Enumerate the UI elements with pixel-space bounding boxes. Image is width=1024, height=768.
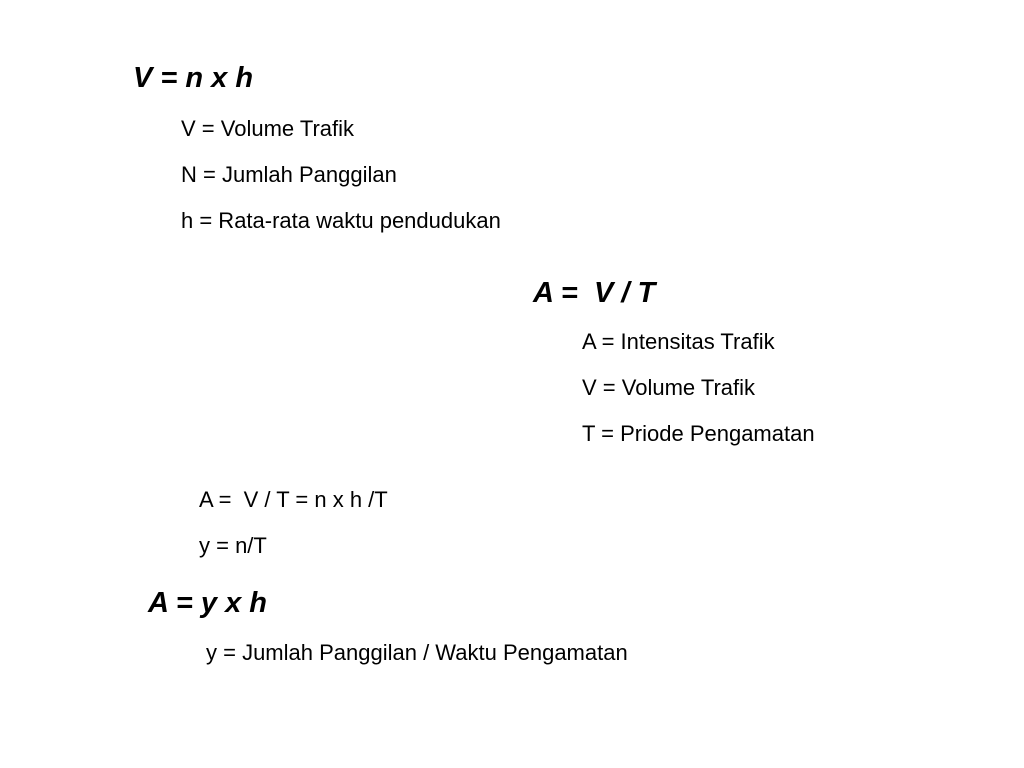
definition-volume-trafik: V = Volume Trafik	[181, 116, 355, 141]
derivation-line: A = V / T = n x h /T	[199, 487, 388, 512]
definition-volume-trafik-2: V = Volume Trafik	[582, 375, 756, 400]
formula-intensitas: A = V / T	[533, 277, 656, 309]
derivation-y-line: y = n/T	[199, 533, 267, 558]
formula-final: A = y x h	[148, 587, 268, 619]
definition-jumlah-panggilan: N = Jumlah Panggilan	[181, 162, 397, 187]
formula-volume: V = n x h	[133, 62, 254, 94]
definition-intensitas-trafik: A = Intensitas Trafik	[582, 329, 775, 354]
definition-y: y = Jumlah Panggilan / Waktu Pengamatan	[206, 640, 628, 665]
definition-rata-rata-waktu: h = Rata-rata waktu pendudukan	[181, 208, 501, 233]
definition-priode-pengamatan: T = Priode Pengamatan	[582, 421, 815, 446]
